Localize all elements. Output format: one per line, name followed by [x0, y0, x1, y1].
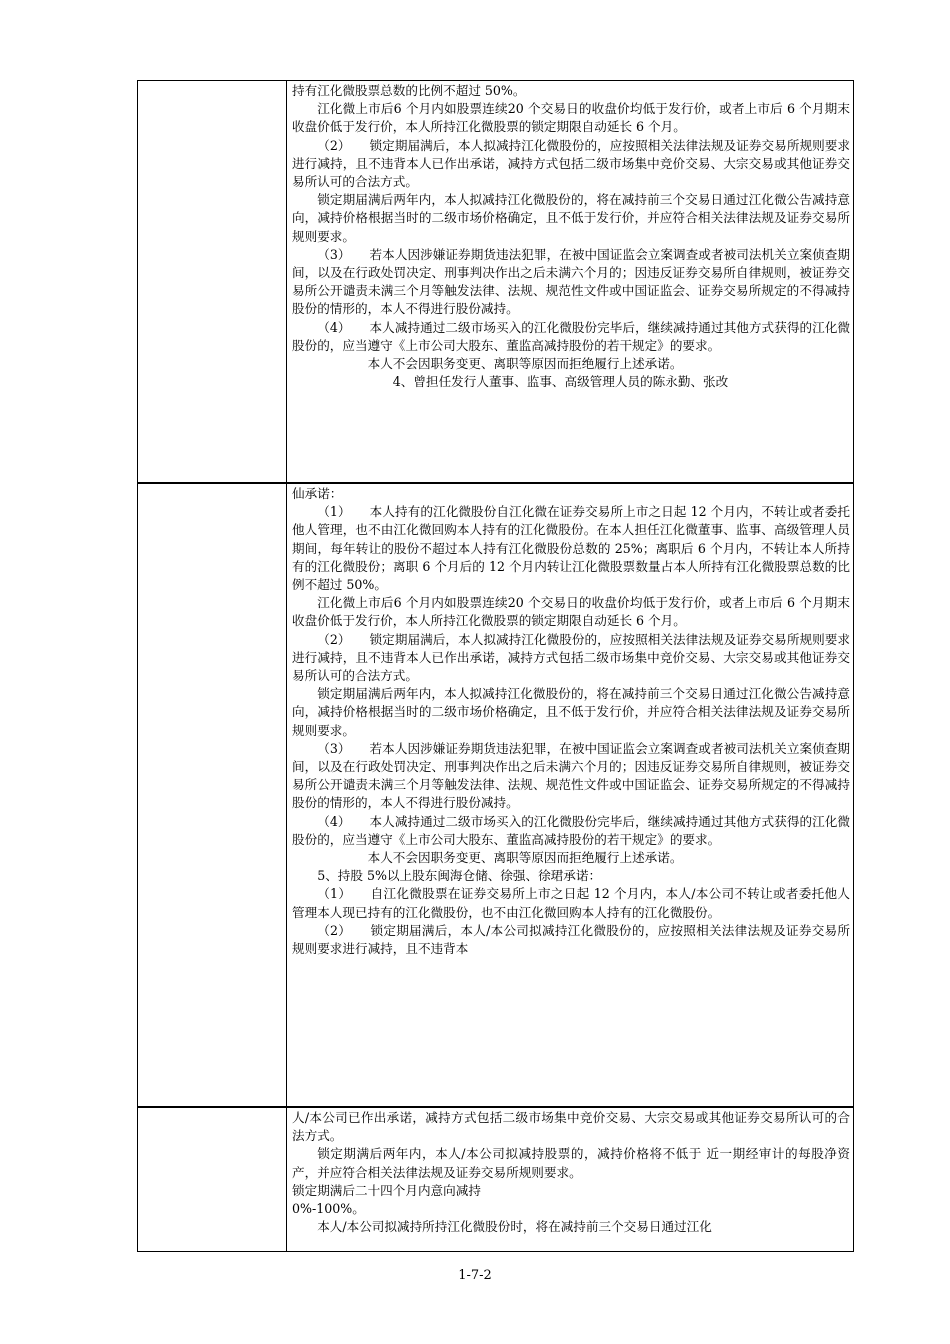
paragraph: 人/本公司已作出承诺，减持方式包括二级市场集中竞价交易、大宗交易或其他证券交易所认可的合法方式。 [292, 1110, 850, 1144]
page-number: 1-7-2 [458, 1268, 492, 1283]
paragraph: （1） 本人持有的江化微股份自江化微在证券交易所上市之日起 12 个月内，不转让或者委托他人管理，也不由江化微回购本人持有的江化微股份。在本人担任江化微董事、监事、高级管理人员期间，每年转让的股份不超过本人持有江化微股份总数的 25%；离职后 6 个月内，不转让本人所持有的江化微股份；离职 6 个月后的 12 个月内转让江化微股票数量占本人所持有江化微股票总数的比例不超过 50%。 [292, 504, 850, 593]
paragraph: 锁定期届满后两年内，本人拟减持江化微股份的，将在减持前三个交易日通过江化微公告减持意向，减持价格根据当时的二级市场价格确定，且不低于发行价，并应符合相关法律法规及证券交易所规则要求。 [292, 192, 850, 244]
table-cell-left-3 [138, 1108, 287, 1251]
table-row-1 [137, 80, 854, 483]
table-cell-right-2 [286, 484, 853, 1106]
table-cell-right-3 [286, 1108, 853, 1251]
paragraph: 江化微上市后6 个月内如股票连续20 个交易日的收盘价均低于发行价，或者上市后 6 个月期末收盘价低于发行价，本人所持江化微股票的锁定期限自动延长 6 个月。 [292, 595, 850, 629]
paragraph: 仙承诺： [292, 486, 343, 501]
table-cell-left-2 [138, 484, 287, 1106]
paragraph: （2） 锁定期届满后，本人拟减持江化微股份的，应按照相关法律法规及证券交易所规则要求进行减持，且不违背本人已作出承诺，减持方式包括二级市场集中竞价交易、大宗交易或其他证券交易所认可的合法方式。 [292, 137, 850, 190]
paragraph: 4、曾担任发行人董事、监事、高级管理人员的陈永勤、张改 [392, 374, 729, 390]
paragraph: 本人不会因职务变更、离职等原因而拒绝履行上述承诺。 [367, 356, 683, 372]
paragraph: 江化微上市后6 个月内如股票连续20 个交易日的收盘价均低于发行价，或者上市后 6 个月期末收盘价低于发行价，本人所持江化微股票的锁定期限自动延长 6 个月。 [292, 101, 850, 135]
paragraph: 本人不会因职务变更、离职等原因而拒绝履行上述承诺。 [367, 850, 683, 866]
paragraph: （4） 本人减持通过二级市场买入的江化微股份完毕后，继续减持通过其他方式获得的江化微股份的，应当遵守《上市公司大股东、董监高减持股份的若干规定》的要求。 [292, 319, 850, 353]
paragraph: （2） 锁定期届满后，本人拟减持江化微股份的，应按照相关法律法规及证券交易所规则要求进行减持，且不违背本人已作出承诺，减持方式包括二级市场集中竞价交易、大宗交易或其他证券交易所认可的合法方式。 [292, 631, 850, 684]
paragraph: 持有江化微股票总数的比例不超过 50%。 [292, 83, 526, 98]
table-row-3 [137, 1107, 854, 1252]
table-cell-right-1 [286, 81, 853, 482]
paragraph: 锁定期满后两年内，本人/本公司拟减持股票的，减持价格将不低于 近一期经审计的每股净资产，并应符合相关法律法规及证券交易所规则要求。 [292, 1146, 850, 1180]
paragraph: 锁定期届满后两年内，本人拟减持江化微股份的，将在减持前三个交易日通过江化微公告减持意向，减持价格根据当时的二级市场价格确定，且不低于发行价，并应符合相关法律法规及证券交易所规则要求。 [292, 686, 850, 738]
paragraph: （3） 若本人因涉嫌证券期货违法犯罪，在被中国证监会立案调查或者被司法机关立案侦查期间，以及在行政处罚决定、刑事判决作出之后未满六个月的；因违反证券交易所自律规则，被证券交易所公开谴责未满三个月等触发法律、法规、规范性文件或中国证监会、证券交易所规定的不得减持股份的情形的，本人不得进行股份减持。 [292, 246, 850, 317]
paragraph: 0%-100%。 [292, 1201, 365, 1217]
paragraph: 5、持股 5%以上股东闽海仓储、徐强、徐珺承诺： [317, 868, 602, 884]
paragraph: （4） 本人减持通过二级市场买入的江化微股份完毕后，继续减持通过其他方式获得的江化微股份的，应当遵守《上市公司大股东、董监高减持股份的若干规定》的要求。 [292, 813, 850, 847]
paragraph: （1） 自江化微股票在证券交易所上市之日起 12 个月内，本人/本公司不转让或者委托他人管理本人现已持有的江化微股份，也不由江化微回购本人持有的江化微股份。 [292, 886, 850, 920]
paragraph: （3） 若本人因涉嫌证券期货违法犯罪，在被中国证监会立案调查或者被司法机关立案侦查期间，以及在行政处罚决定、刑事判决作出之后未满六个月的；因违反证券交易所自律规则，被证券交易所公开谴责未满三个月等触发法律、法规、规范性文件或中国证监会、证券交易所规定的不得减持股份的情形的，本人不得进行股份减持。 [292, 740, 850, 811]
table-cell-left-1 [138, 81, 287, 482]
paragraph: 锁定期满后二十四个月内意向减持 [292, 1182, 481, 1198]
paragraph: （2） 锁定期届满后，本人/本公司拟减持江化微股份的，应按照相关法律法规及证券交易所规则要求进行减持，且不违背本 [292, 922, 850, 957]
paragraph: 本人/本公司拟减持所持江化微股份时，将在减持前三个交易日通过江化 [317, 1219, 712, 1235]
table-row-2 [137, 483, 854, 1107]
